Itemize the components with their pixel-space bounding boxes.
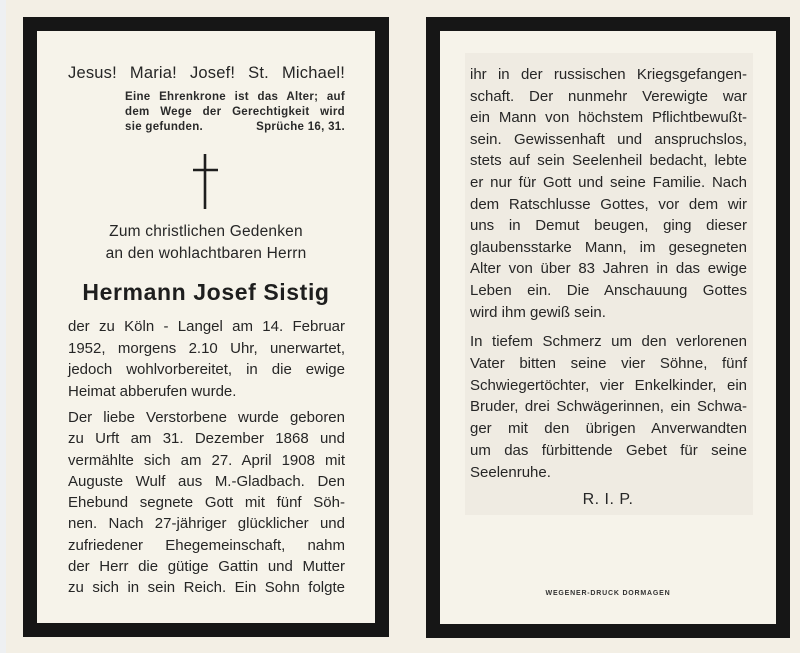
text-line: In tiefem Schmerz um den verlorenen [470, 333, 747, 350]
text-line: Alter von über 83 Jahren in das ewige [470, 260, 747, 278]
text-line: Der liebe Verstorbene wurde geboren [68, 409, 345, 426]
text-line: zu Urft am 31. Dezember 1868 und [68, 430, 345, 448]
text-line: jedoch wohlvorbereitet, in die ewige [68, 361, 345, 378]
bible-quote [125, 90, 345, 135]
text-line: Auguste Wulf aus M.-Gladbach. Den [68, 472, 345, 490]
text-line: der Herr die gütige Gattin und Mutter [68, 558, 345, 576]
paragraph-death [68, 316, 345, 402]
scan-edge [0, 0, 6, 653]
text-line: glaubensstarke Mann, im gesegneten [470, 238, 747, 256]
text-line: Seelenruhe. [470, 463, 551, 481]
quote-line: dem Wege der Gerechtigkeit wird [125, 106, 345, 118]
text-line: ein Mann von höchstem Pflichtbewußt- [470, 109, 747, 127]
dedication [37, 221, 375, 265]
cross-icon [190, 152, 220, 212]
text-line: er nur für Gott und seine Familie. Nach [470, 173, 747, 191]
printer-imprint: WEGENER-DRUCK DORMAGEN [545, 590, 671, 597]
text-line: wird ihm gewiß sein. [470, 303, 606, 321]
quote-last-row [125, 120, 345, 135]
rip-closing: R. I. P. [582, 491, 634, 508]
text-line: dem Ratschlusse Gottes, vor dem wir [470, 195, 747, 213]
text-line: Heimat abberufen wurde. [68, 382, 237, 400]
paragraph-mourners [470, 331, 747, 484]
paragraph-life [68, 407, 345, 599]
text-line: Bruder, drei Schwägerinnen, ein Schwa- [470, 398, 747, 416]
text-line: nen. Nach 27-jähriger glücklicher und [68, 515, 345, 533]
text-line: 1952, morgens 2.10 Uhr, unerwartet, [68, 339, 345, 357]
text-line: Vater bitten seine vier Söhne, fünf [470, 354, 747, 372]
text-line: um das fürbittende Gebet für seine [470, 441, 747, 459]
quote-line: Eine Ehrenkrone ist das Alter; auf [125, 91, 345, 103]
text-line: uns in Demut beugen, ging dieser [470, 217, 747, 235]
text-line: stets auf sein Seelenheil bedacht, lebte [470, 152, 747, 170]
text-line: schaft. Der nunmehr Verewigte war [470, 87, 747, 105]
text-line: der zu Köln - Langel am 14. Februar [68, 318, 345, 335]
invocation: Jesus! Maria! Josef! St. Michael! [68, 64, 345, 82]
quote-line: sie gefunden. [125, 121, 204, 133]
text-line: ger mit den übrigen Anverwandten [470, 420, 747, 438]
text-line: Ehebund segnete Gott mit fünf Söh- [68, 494, 345, 512]
text-line: vermählte sich am 27. April 1908 mit [68, 451, 345, 469]
quote-source: Sprüche 16, 31. [256, 121, 345, 133]
deceased-name: Hermann Josef Sistig [82, 279, 330, 305]
dedication-line: an den wohlachtbaren Herrn [105, 245, 307, 262]
text-line: zu sich in sein Reich. Ein Sohn folgte [68, 579, 345, 597]
paragraph-character [470, 64, 747, 323]
text-line: sein. Gewissenhaft und anspruchslos, [470, 130, 747, 148]
dedication-line: Zum christlichen Gedenken [109, 223, 303, 240]
text-line: zufriedener Ehegemeinschaft, nahm [68, 536, 345, 554]
text-line: Schwiegertöchter, vier Enkelkinder, ein [470, 376, 747, 394]
text-line: ihr in der russischen Kriegsgefangen- [470, 66, 747, 83]
text-line: Leben ein. Die Anschauung Gottes [470, 281, 747, 299]
